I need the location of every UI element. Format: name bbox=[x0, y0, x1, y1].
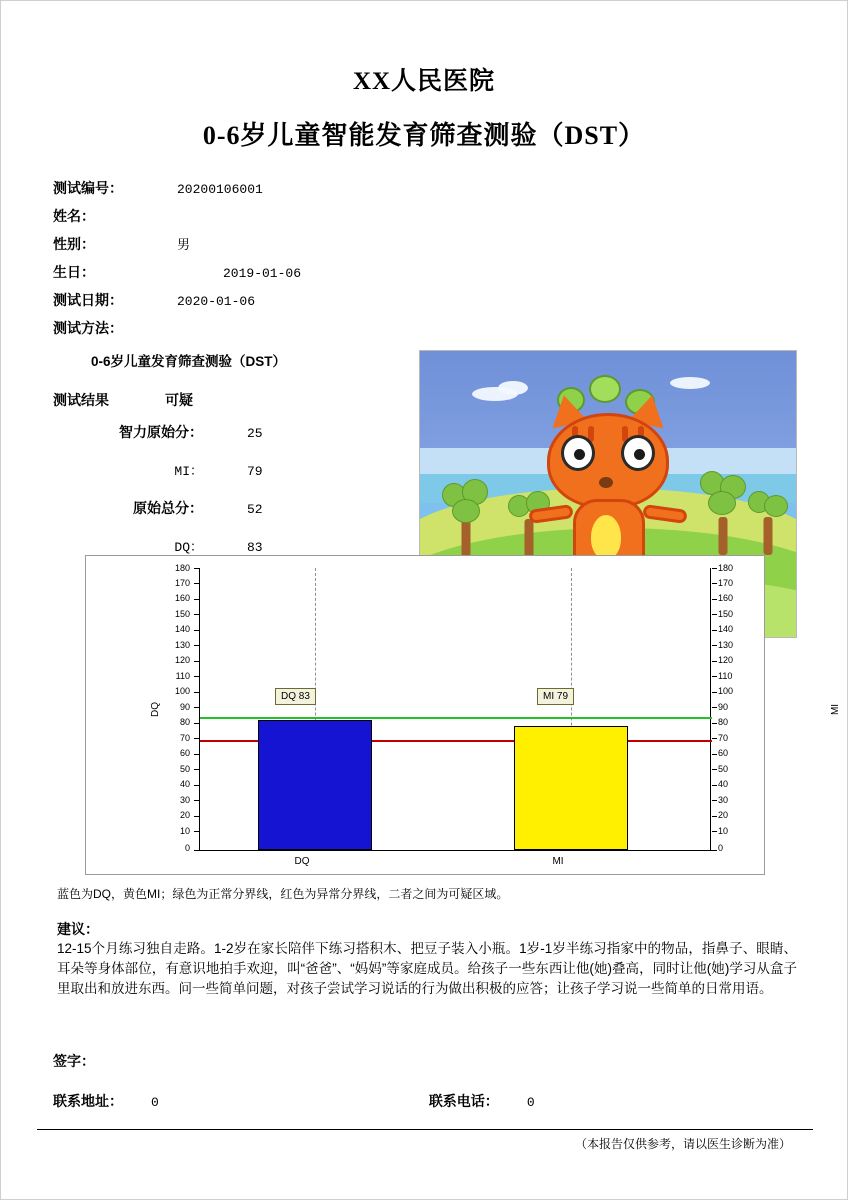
score-chart bbox=[85, 555, 842, 875]
label-name: 姓名： bbox=[53, 208, 95, 224]
ytick-right-20: 20 bbox=[718, 810, 729, 820]
contact-row bbox=[53, 1091, 793, 1111]
score-value-2: 52 bbox=[247, 502, 263, 517]
ytick-right-60: 60 bbox=[718, 748, 729, 758]
ytick-right-170: 170 bbox=[718, 578, 734, 588]
ytick-right-40: 40 bbox=[718, 779, 729, 789]
chart-legend-note: 蓝色为DQ，黄色MI；绿色为正常分界线，红色为异常分界线，二者之间为可疑区域。 bbox=[57, 887, 509, 901]
bar-dq bbox=[258, 720, 372, 850]
ytick-left-100: 100 bbox=[174, 686, 190, 696]
chart-ylabel-right: MI bbox=[830, 703, 842, 716]
info-row-test-no bbox=[53, 178, 383, 206]
tree-icon bbox=[438, 479, 494, 557]
label-address: 联系地址： bbox=[53, 1093, 123, 1109]
bar-label-mi: MI 79 bbox=[537, 688, 574, 705]
label-result: 测试结果 bbox=[53, 392, 109, 408]
bar-mi bbox=[514, 726, 628, 850]
score-row-1 bbox=[53, 460, 383, 492]
label-method: 测试方法： bbox=[53, 320, 123, 336]
tree-icon bbox=[746, 489, 790, 555]
page-title: 0-6岁儿童智能发育筛查测验（DST） bbox=[202, 121, 646, 150]
info-row-gender bbox=[53, 234, 383, 262]
ytick-right-30: 30 bbox=[718, 795, 729, 805]
contact-address bbox=[53, 1091, 159, 1111]
cloud-icon bbox=[670, 377, 710, 389]
score-value-3: 83 bbox=[247, 540, 263, 555]
ytick-right-10: 10 bbox=[718, 826, 729, 836]
ytick-right-50: 50 bbox=[718, 764, 729, 774]
ytick-left-180: 180 bbox=[174, 563, 190, 573]
ytick-right-180: 180 bbox=[718, 563, 734, 573]
score-row-0 bbox=[53, 422, 383, 454]
label-test-no: 测试编号： bbox=[53, 180, 123, 196]
ytick-right-130: 130 bbox=[718, 640, 734, 650]
patient-info-table bbox=[53, 178, 383, 568]
ytick-left-20: 20 bbox=[179, 810, 190, 820]
info-row-name bbox=[53, 206, 383, 234]
ytick-right-150: 150 bbox=[718, 609, 734, 619]
label-birth: 生日： bbox=[53, 264, 95, 280]
label-test-date: 测试日期： bbox=[53, 292, 123, 308]
value-method: 0-6岁儿童发育筛查测验（DST） bbox=[91, 354, 287, 369]
ytick-left-70: 70 bbox=[179, 733, 190, 743]
ytick-left-0: 0 bbox=[184, 843, 190, 853]
xtick-dq: DQ bbox=[294, 856, 310, 867]
value-address: 0 bbox=[151, 1095, 159, 1110]
score-label-3: DQ： bbox=[174, 540, 203, 555]
ytick-left-50: 50 bbox=[179, 764, 190, 774]
chart-x-axis bbox=[199, 850, 712, 851]
ytick-right-90: 90 bbox=[718, 702, 729, 712]
info-row-result bbox=[53, 390, 383, 416]
ytick-right-110: 110 bbox=[718, 671, 733, 681]
value-gender: 男 bbox=[177, 238, 191, 253]
ytick-left-120: 120 bbox=[174, 655, 190, 665]
ytick-left-150: 150 bbox=[174, 609, 190, 619]
advice-title: 建议： bbox=[57, 921, 99, 937]
xtick-mi: MI bbox=[552, 856, 564, 867]
value-phone: 0 bbox=[526, 1095, 535, 1110]
ytick-left-90: 90 bbox=[179, 702, 190, 712]
score-value-0: 25 bbox=[247, 426, 263, 441]
ytick-left-130: 130 bbox=[174, 640, 190, 650]
score-value-1: 79 bbox=[247, 464, 263, 479]
ytick-left-10: 10 bbox=[179, 826, 190, 836]
ytick-right-80: 80 bbox=[718, 717, 729, 727]
ytick-left-110: 110 bbox=[175, 671, 190, 681]
ytick-right-160: 160 bbox=[718, 593, 734, 603]
ytick-left-140: 140 bbox=[174, 624, 190, 634]
footer-divider bbox=[37, 1129, 813, 1130]
ytick-right-120: 120 bbox=[718, 655, 734, 665]
info-row-method bbox=[53, 318, 383, 346]
score-label-2: 原始总分： bbox=[133, 500, 203, 516]
score-label-0: 智力原始分： bbox=[119, 424, 203, 440]
ytick-left-80: 80 bbox=[179, 717, 190, 727]
info-section bbox=[1, 178, 847, 568]
info-row-birth bbox=[53, 262, 383, 290]
tree-icon bbox=[696, 469, 750, 555]
signature-label: 签字： bbox=[53, 1053, 95, 1069]
ytick-right-140: 140 bbox=[718, 624, 734, 634]
chart-plot-area bbox=[199, 568, 711, 850]
chart-ylabel-left: DQ bbox=[150, 702, 161, 717]
ytick-left-30: 30 bbox=[179, 795, 190, 805]
ytick-left-40: 40 bbox=[179, 779, 190, 789]
advice-body: 12-15个月练习独自走路。1-2岁在家长陪伴下练习搭积木、把豆子装入小瓶。1岁-1岁半练习指家中的物品，指鼻子、眼睛、耳朵等身体部位，有意识地拍手欢迎，叫“爸爸”、“妈妈”等家庭成员。给孩子一些东西让他(她)叠高，同时让他(她)学习从盒子里取出和放进东西。问一些简单问题，对孩子尝试学习说话的行为做出积极的应答；让孩子学习说一些简单的日常用语。 bbox=[57, 941, 797, 996]
label-gender: 性别： bbox=[53, 236, 95, 252]
value-test-no: 20200106001 bbox=[177, 182, 263, 197]
label-phone: 联系电话： bbox=[428, 1093, 499, 1109]
ytick-right-0: 0 bbox=[718, 843, 724, 853]
ytick-right-100: 100 bbox=[718, 686, 734, 696]
ytick-left-170: 170 bbox=[174, 578, 190, 588]
normal-threshold-line bbox=[200, 717, 712, 719]
bar-label-dq: DQ 83 bbox=[275, 688, 316, 705]
value-birth: 2019-01-06 bbox=[223, 266, 302, 281]
ytick-right-70: 70 bbox=[718, 733, 729, 743]
ytick-left-60: 60 bbox=[179, 748, 190, 758]
footer-disclaimer: （本报告仅供参考，请以医生诊断为准） bbox=[574, 1137, 791, 1151]
contact-phone bbox=[429, 1091, 535, 1111]
hospital-name: XX人民医院 bbox=[352, 68, 496, 95]
info-row-test-date bbox=[53, 290, 383, 318]
score-label-1: MI： bbox=[174, 464, 203, 479]
value-result: 可疑 bbox=[165, 392, 193, 408]
value-test-date: 2020-01-06 bbox=[177, 294, 256, 309]
cloud-icon bbox=[498, 381, 528, 395]
ytick-left-160: 160 bbox=[174, 593, 190, 603]
score-row-2 bbox=[53, 498, 383, 530]
